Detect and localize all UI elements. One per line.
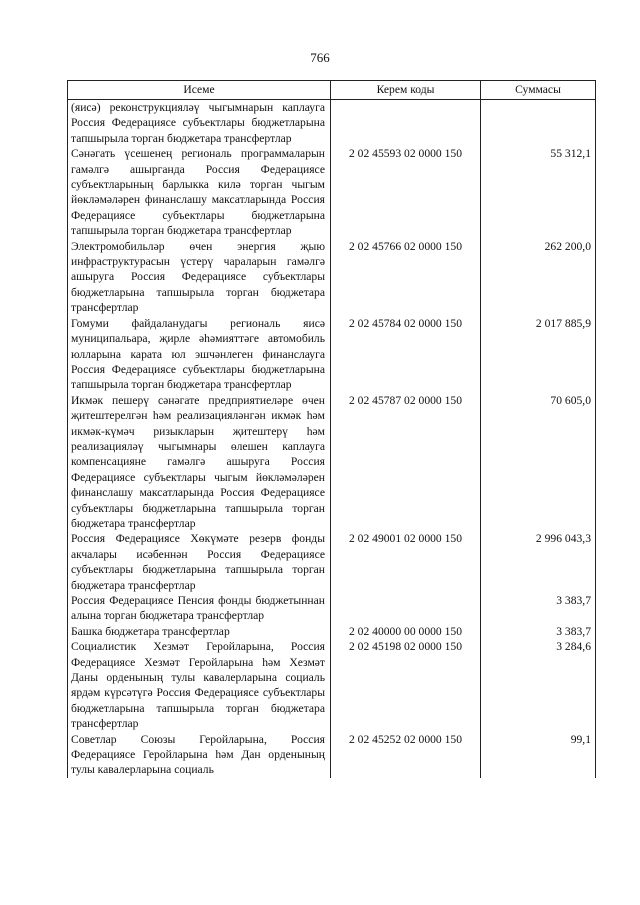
row-name: Россия Федерациясе Хөкүмәте резерв фонды акчалары исәбеннән Россия Федерациясе субъектлары бюджетларына тапшырыла торган бюджетара трансфертлар	[68, 531, 331, 593]
row-name: Гомуми файдаланудагы региональ яисә муниципальара, җирле әһәмияттәге автомобиль юлларына карата юл эшчәнлеген финанслауга Россия Федерациясе субъектлары бюджетларына тапшырыла торган бюджетара трансфертлар	[68, 316, 331, 393]
row-name: Электромобильләр өчен энергия җыю инфраструктурасын үстерү чараларын гамәлгә ашыруга Россия Федерациясе субъектлары бюджетларына тапшырыла торган бюджетара трансфертлар	[68, 239, 331, 316]
row-code	[331, 593, 481, 624]
row-name: Советлар Союзы Геройларына, Россия Федерациясе Геройларына һәм Дан орденының тулы кавалерларына социаль	[68, 732, 331, 778]
row-sum: 99,1	[481, 732, 596, 778]
row-name: Сәнәгать үсешенең региональ программаларын гамәлгә ашырганда Россия Федерациясе субъектларының барлыкка килә торган чыгым йөкләмәләрен финанслашу максатларында Россия Федерациясе субъектлары бюджетларына тапшырыла торган бюджетара трансфертлар	[68, 146, 331, 238]
table-row	[68, 639, 596, 731]
row-code: 2 02 45766 02 0000 150	[331, 239, 481, 316]
row-code: 2 02 45787 02 0000 150	[331, 393, 481, 532]
header-sum: Суммасы	[481, 81, 596, 100]
header-name: Исеме	[68, 81, 331, 100]
row-name: Икмәк пешерү сәнәгате предприятиеләре өчен җитештерелгән һәм реализацияләнгән икмәк һәм икмәк-күмәч ризыкларын җитештерү һәм реализацияләү чыгымнары өлешен каплауга компенсацияне гамәлгә ашыруга Россия Федерациясе субъектлары чыгым йөкләмәләрен финанслашу максатларында Россия Федерациясе субъектлары бюджетларына тапшырыла торган бюджетара трансфертлар	[68, 393, 331, 532]
row-code	[331, 100, 481, 147]
table-row	[68, 531, 596, 593]
row-code: 2 02 40000 00 0000 150	[331, 624, 481, 639]
row-name: Башка бюджетара трансфертлар	[68, 624, 331, 639]
table-row	[68, 732, 596, 778]
table-header	[68, 81, 596, 100]
table-row	[68, 393, 596, 532]
row-sum	[481, 100, 596, 147]
row-sum: 262 200,0	[481, 239, 596, 316]
row-code: 2 02 45252 02 0000 150	[331, 732, 481, 778]
row-name: Социалистик Хезмәт Геройларына, Россия Федерациясе Хезмәт Геройларына һәм Хезмәт Даны орденының тулы кавалерларына социаль ярдәм күрсәтүгә Россия Федерациясе субъектлары бюджетларына тапшырыла торган бюджетара трансфертлар	[68, 639, 331, 731]
row-name: Россия Федерациясе Пенсия фонды бюджетыннан алына торган бюджетара трансфертлар	[68, 593, 331, 624]
table-row	[68, 593, 596, 624]
row-sum: 70 605,0	[481, 393, 596, 532]
row-code: 2 02 45198 02 0000 150	[331, 639, 481, 731]
row-sum: 55 312,1	[481, 146, 596, 238]
row-sum: 3 383,7	[481, 593, 596, 624]
header-row	[68, 81, 596, 100]
table-row	[68, 146, 596, 238]
row-name: (яисә) реконструкцияләү чыгымнарын каплауга Россия Федерациясе субъектлары бюджетларына тапшырыла торган бюджетара трансфертлар	[68, 100, 331, 147]
row-sum: 3 383,7	[481, 624, 596, 639]
table-row	[68, 239, 596, 316]
row-sum: 2 996 043,3	[481, 531, 596, 593]
row-code: 2 02 45593 02 0000 150	[331, 146, 481, 238]
budget-table	[67, 80, 596, 778]
table-body	[68, 100, 596, 778]
row-code: 2 02 45784 02 0000 150	[331, 316, 481, 393]
header-code: Керем коды	[331, 81, 481, 100]
row-code: 2 02 49001 02 0000 150	[331, 531, 481, 593]
row-sum: 3 284,6	[481, 639, 596, 731]
table-row	[68, 316, 596, 393]
table-row	[68, 624, 596, 639]
row-sum: 2 017 885,9	[481, 316, 596, 393]
page-number: 766	[310, 50, 330, 65]
table-row	[68, 100, 596, 147]
